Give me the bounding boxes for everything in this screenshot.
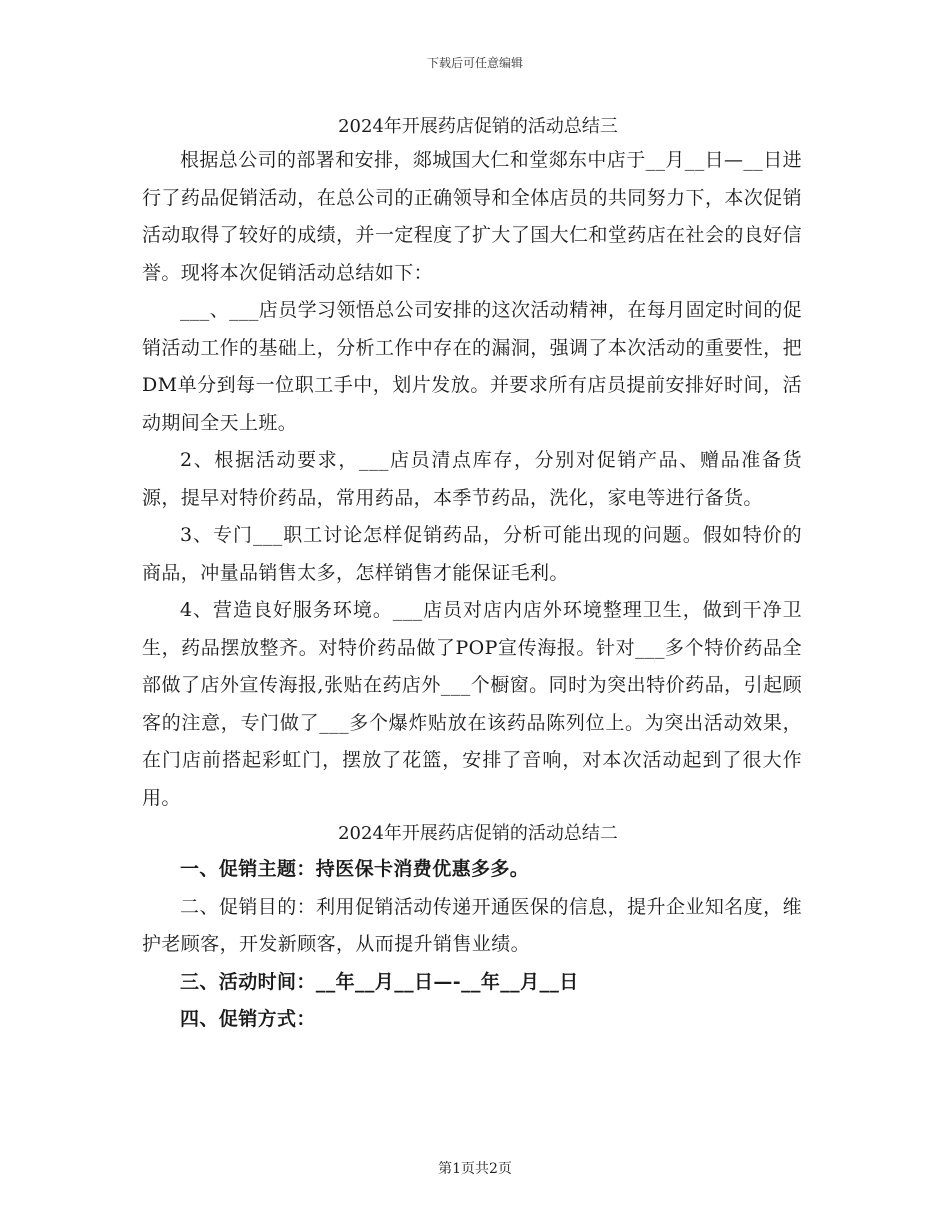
paragraph-item-4: 4、营造良好服务环境。___店员对店内店外环境整理卫生，做到干净卫生，药品摆放整齐。对特价药品做了POP宣传海报。针对___多个特价药品全部做了店外宣传海报,张贴在药店外___个橱窗。同时为突出特价药品，引起顾客的注意，专门做了___多个爆炸贴放在该药品陈列位上。为突出活动效果，在门店前搭起彩虹门，摆放了花篮，安排了音响，对本次活动起到了很大作用。 <box>142 599 802 809</box>
document-title-2: 2024年开展药店促销的活动总结二 <box>338 823 618 844</box>
document-body <box>142 112 802 1039</box>
paragraph-item-3: 3、专门___职工讨论怎样促销药品，分析可能出现的问题。假如特价的商品，冲量品销售太多，怎样销售才能保证毛利。 <box>142 524 802 584</box>
section-purpose: 二、促销目的：利用促销活动传递开通医保的信息，提升企业知名度，维护老顾客，开发新顾客，从而提升销售业绩。 <box>142 895 802 955</box>
document-title-1: 2024年开展药店促销的活动总结三 <box>338 116 618 137</box>
paragraph-intro: 根据总公司的部署和安排，郯城国大仁和堂郯东中店于__月__日—__日进行了药品促销活动，在总公司的正确领导和全体店员的共同努力下，本次促销活动取得了较好的成绩，并一定程度了扩大了国大仁和堂药店在社会的良好信誉。现将本次促销活动总结如下： <box>142 149 803 284</box>
paragraph-item-2: 2、根据活动要求，___店员清点库存，分别对促销产品、赠品准备货源，提早对特价药品，常用药品，本季节药品，洗化，家电等进行备货。 <box>142 449 802 509</box>
page-header-note: 下载后可任意编辑 <box>426 56 523 70</box>
page-number-footer: 第1页共2页 <box>438 1161 512 1177</box>
section-method: 四、促销方式： <box>180 1008 316 1030</box>
section-time: 三、活动时间：__年__月__日—-__年__月__日 <box>180 970 579 993</box>
section-theme: 一、促销主题：持医保卡消费优惠多多。 <box>180 858 530 880</box>
paragraph-item-1: ___、___店员学习领悟总公司安排的这次活动精神，在每月固定时间的促销活动工作的基础上，分析工作中存在的漏洞，强调了本次活动的重要性，把DM单分到每一位职工手中，划片发放。并要求所有店员提前安排好时间，活动期间全天上班。 <box>142 299 803 434</box>
